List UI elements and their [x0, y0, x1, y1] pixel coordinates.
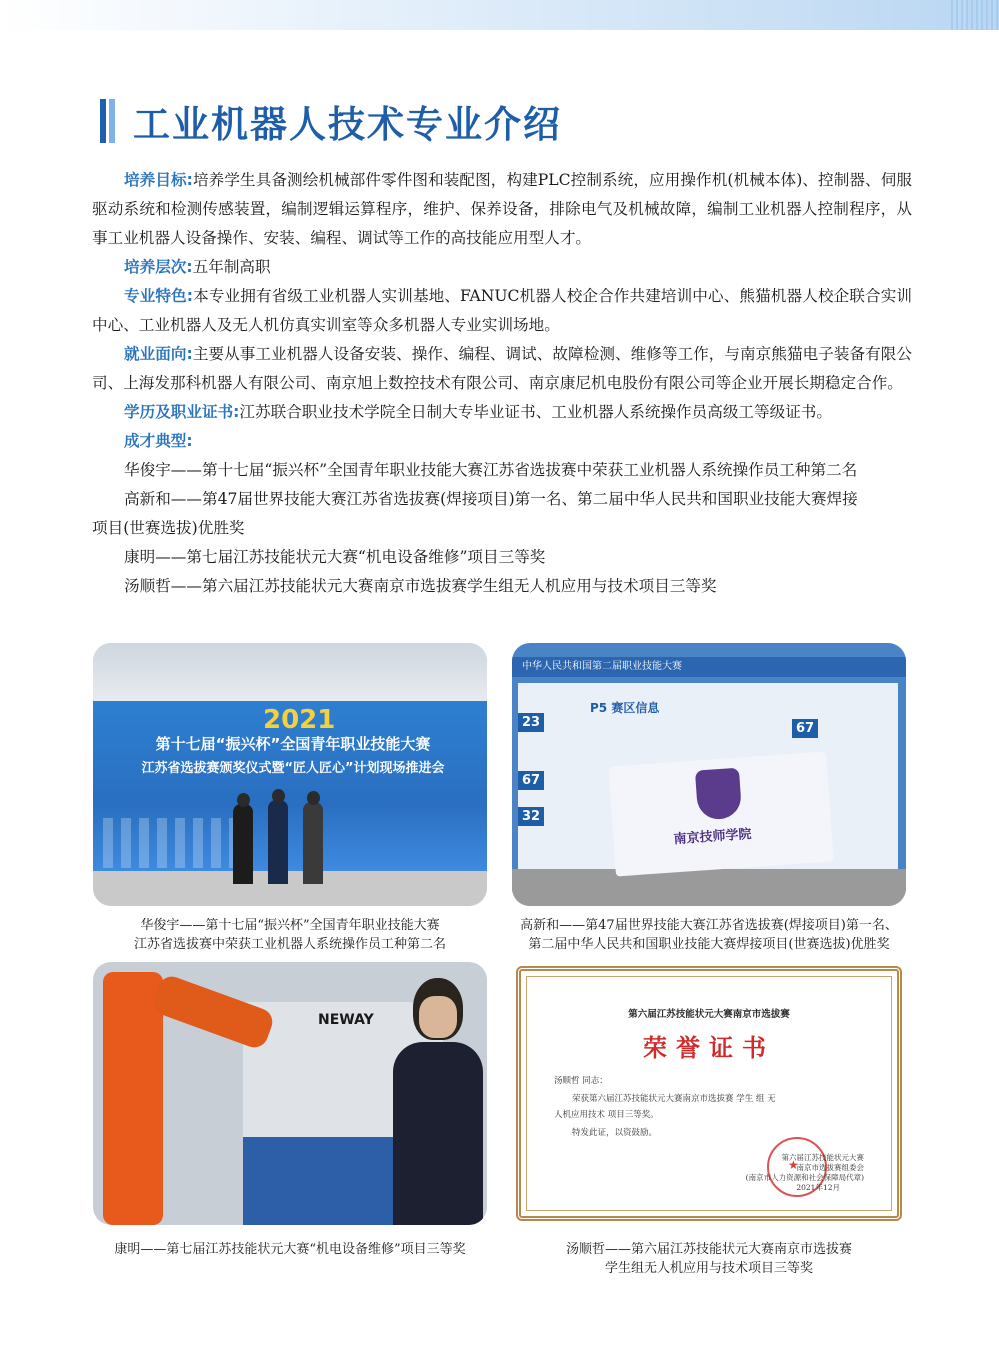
- certificate-issuer: 第六届江苏技能状元大赛: [781, 1153, 864, 1162]
- talent-label: 成才典型:: [124, 432, 193, 450]
- school-emblem: [695, 768, 742, 821]
- photo-caption: [500, 916, 918, 954]
- person-figure: [268, 800, 288, 884]
- level-label: 培养层次:: [124, 258, 193, 276]
- skyline-graphic: [103, 818, 253, 868]
- person-figure: [303, 802, 323, 884]
- certificate-body: 特发此证，以资鼓励。: [572, 1128, 658, 1138]
- zone-block: 67: [518, 771, 544, 790]
- machine-brand: NEWAY: [318, 1012, 374, 1028]
- caption-line: 高新和——第47届世界技能大赛江苏省选拔赛(焊接项目)第一名、: [520, 918, 898, 933]
- caption-line: 康明——第七届江苏技能状元大赛“机电设备维修”项目三等奖: [114, 1242, 466, 1257]
- photo-caption: [93, 1240, 487, 1259]
- title-accent-bar: [100, 99, 106, 143]
- cert-paragraph: [92, 398, 912, 427]
- backdrop-subtitle: 江苏省选拔赛颁奖仪式暨“匠人匠心”计划现场推进会: [141, 761, 445, 776]
- employment-label: 就业面向:: [124, 345, 193, 363]
- intro-content: [92, 166, 912, 601]
- certificate-title: 荣誉证书: [643, 1033, 775, 1062]
- title-accent-bar-light: [109, 99, 115, 143]
- level-text: 五年制高职: [192, 258, 271, 276]
- typical-item: 高新和——第47届世界技能大赛江苏省选拔赛(焊接项目)第一名、第二届中华人民共和国职业技能大赛焊接: [124, 490, 858, 508]
- top-decoration-bar: [0, 0, 999, 30]
- zone-block: 32: [518, 807, 544, 826]
- certificate-issuer: 南京市选拔赛组委会: [796, 1163, 864, 1172]
- photo-background: [93, 643, 487, 703]
- typical-item: 华俊宇——第十七届“振兴杯”全国青年职业技能大赛江苏省选拔赛中荣获工业机器人系统操作员工种第二名: [124, 461, 858, 479]
- feature-text: 本专业拥有省级工业机器人实训基地、FANUC机器人校企合作共建培训中心、熊猫机器人校企联合实训中心、工业机器人及无人机仿真实训室等众多机器人专业实训场地。: [92, 287, 912, 334]
- backdrop-title: 第十七届“振兴杯”全国青年职业技能大赛: [155, 735, 431, 753]
- feature-paragraph: [92, 282, 912, 340]
- robot-workshop-photo: [93, 962, 487, 1225]
- student-face: [419, 996, 457, 1038]
- seal-star-icon: ★: [788, 1158, 799, 1172]
- caption-line: 汤顺哲——第六届江苏技能状元大赛南京市选拔赛: [565, 1242, 852, 1257]
- robot-arm-base: [103, 972, 163, 1225]
- level-paragraph: [92, 253, 912, 282]
- flag-text: 南京技师学院: [673, 826, 753, 848]
- person-head: [237, 793, 250, 807]
- talent-heading: [92, 427, 912, 456]
- feature-label: 专业特色:: [124, 287, 194, 305]
- photo-caption: [93, 916, 487, 954]
- goal-paragraph: [92, 166, 912, 253]
- typical-item-continued: 项目(世赛选拔)优胜奖: [92, 519, 245, 537]
- zone-block: 67: [792, 719, 818, 738]
- cert-text: 江苏联合职业技术学院全日制大专毕业证书、工业机器人系统操作员高级工等级证书。: [239, 403, 832, 421]
- backdrop-year: 2021: [263, 705, 336, 735]
- caption-line: 江苏省选拔赛中荣获工业机器人系统操作员工种第二名: [133, 937, 446, 952]
- competition-banner: 中华人民共和国第二届职业技能大赛: [512, 657, 906, 677]
- robot-arm-link: [150, 973, 276, 1052]
- certificate-name: 汤顺哲 同志：: [554, 1076, 608, 1086]
- zone-label: P5 赛区信息: [590, 701, 660, 715]
- goal-label: 培养目标:: [124, 171, 193, 189]
- photo-floor: [93, 871, 487, 906]
- certificate-issuer: (南京市人力资源和社会保障局代章): [745, 1173, 864, 1182]
- caption-line: 第二届中华人民共和国职业技能大赛焊接项目(世赛选拔)优胜奖: [528, 937, 890, 952]
- school-flag: [608, 752, 833, 877]
- typical-item: 汤顺哲——第六届江苏技能状元大赛南京市选拔赛学生组无人机应用与技术项目三等奖: [124, 577, 717, 595]
- photo-ground: [512, 869, 906, 906]
- employment-paragraph: [92, 340, 912, 398]
- certificate-date: 2021年12月: [796, 1183, 840, 1192]
- honor-certificate: [512, 962, 906, 1225]
- person-head: [272, 789, 285, 803]
- caption-line: 华俊宇——第十七届“振兴杯”全国青年职业技能大赛: [140, 918, 440, 933]
- student-figure: [393, 1042, 483, 1225]
- zone-block: 23: [518, 713, 544, 732]
- goal-text: 培养学生具备测绘机械部件零件图和装配图，构建PLC控制系统，应用操作机(机械本体)、控制器、伺服驱动系统和检测传感装置，编制逻辑运算程序，维护、保养设备，排除电气及机械故障，编制工业机器人控制程序，从事工业机器人设备操作、安装、编程、调试等工作的高技能应用型人才。: [92, 171, 912, 247]
- caption-line: 学生组无人机应用与技术项目三等奖: [604, 1261, 813, 1276]
- page-title-block: [100, 96, 562, 146]
- employment-text: 主要从事工业机器人设备安装、操作、编程、调试、故障检测、维修等工作，与南京熊猫电子装备有限公司、上海发那科机器人有限公司、南京旭上数控技术有限公司、南京康尼机电股份有限公司等企业开展长期稳定合作。: [92, 345, 912, 392]
- certificate-body: 荣获第六届江苏技能状元大赛南京市选拔赛 学生 组 无: [572, 1094, 776, 1104]
- competition-flag-photo: [512, 643, 906, 906]
- certificate-body: 人机应用技术 项目三等奖。: [554, 1110, 659, 1120]
- person-head: [307, 791, 320, 805]
- certificate-header: 第六届江苏技能状元大赛南京市选拔赛: [628, 1009, 790, 1020]
- person-figure: [233, 804, 253, 884]
- page-title: 工业机器人技术专业介绍: [133, 103, 562, 146]
- photo-caption: [512, 1240, 906, 1278]
- cert-label: 学历及职业证书:: [124, 403, 240, 421]
- stripe-pattern: [951, 0, 999, 30]
- award-ceremony-photo: [93, 643, 487, 906]
- typical-item: 康明——第七届江苏技能状元大赛“机电设备维修”项目三等奖: [124, 548, 546, 566]
